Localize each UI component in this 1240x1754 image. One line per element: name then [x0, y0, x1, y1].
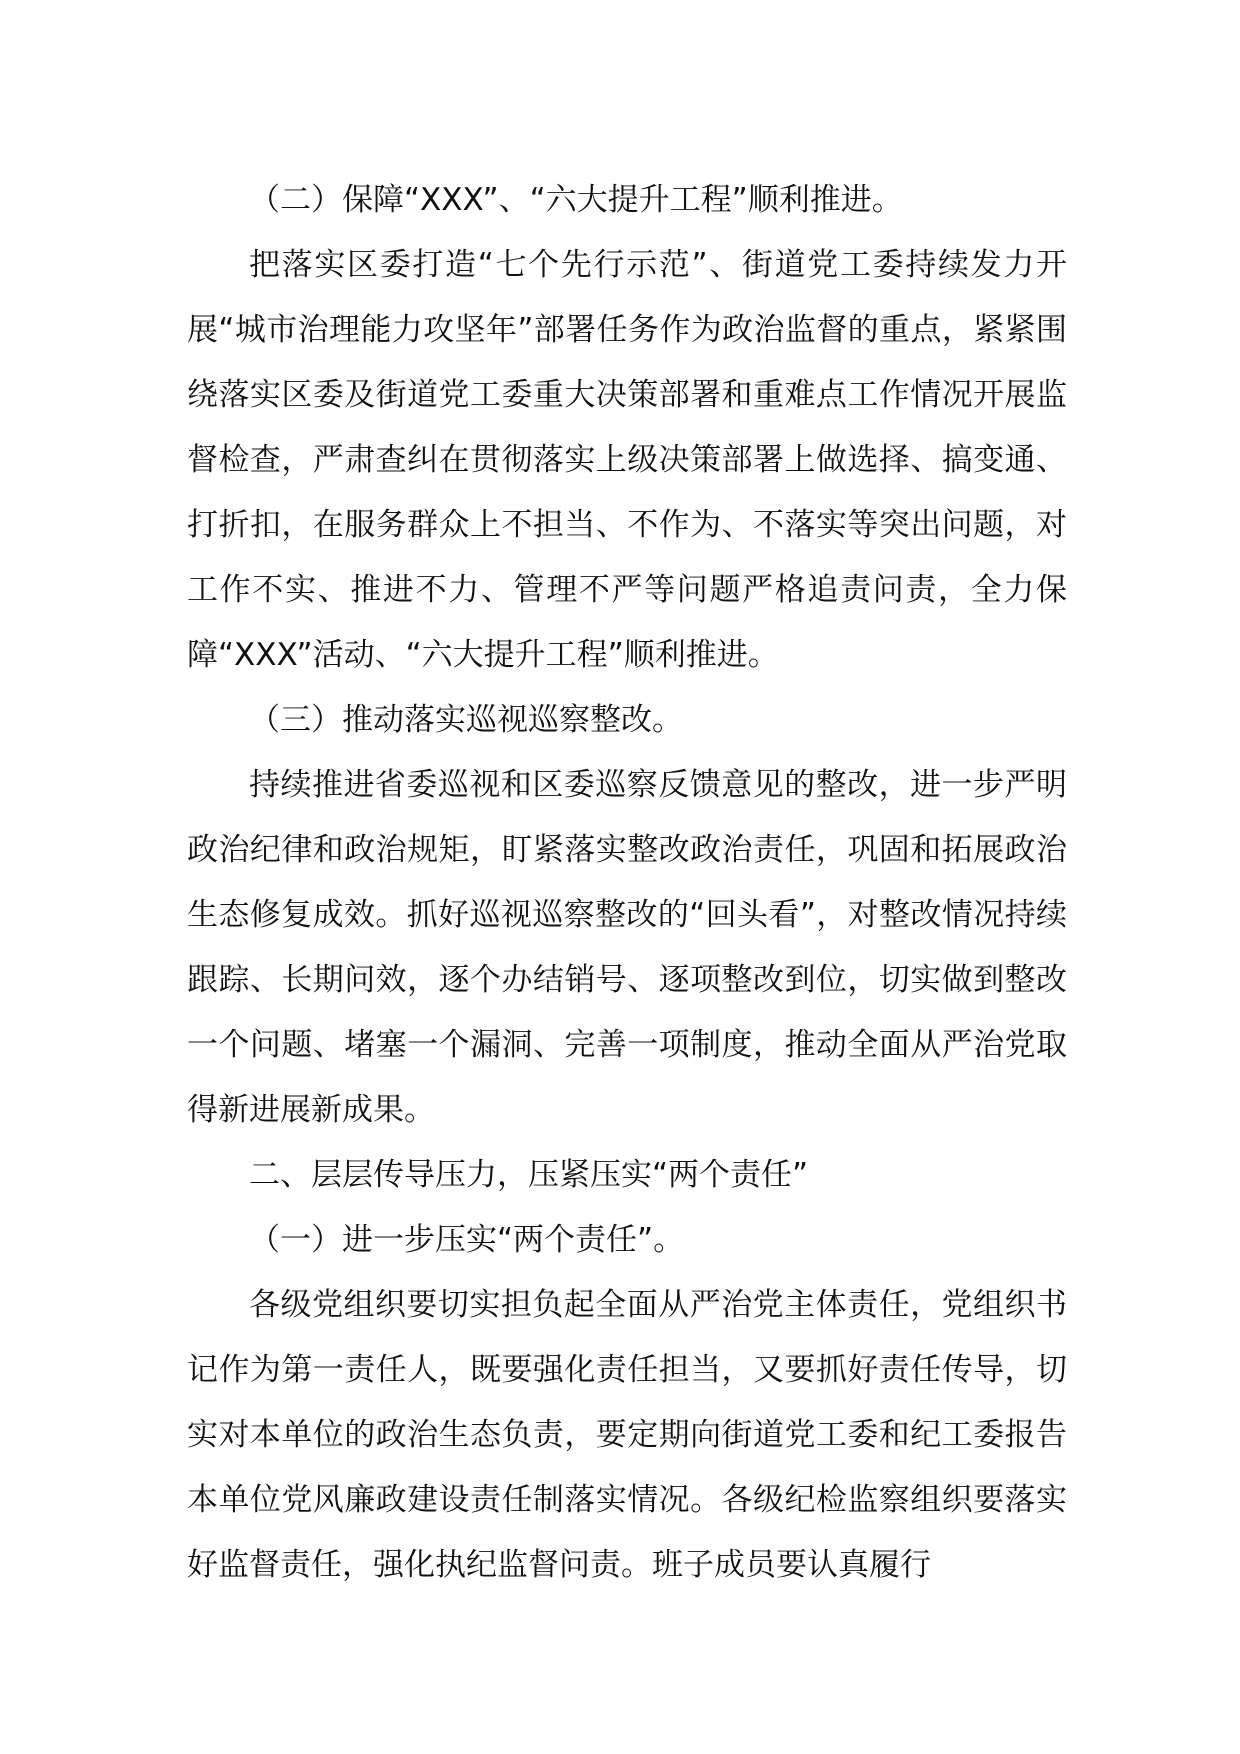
body-paragraph: 把落实区委打造“七个先行示范”、街道党工委持续发力开展“城市治理能力攻坚年”部署任务作为政治监督的重点，紧紧围绕落实区委及街道党工委重大决策部署和重难点工作情况开展监督检查，严肃查纠在贯彻落实上级决策部署上做选择、搞变通、打折扣，在服务群众上不担当、不作为、不落实等突出问题，对工作不实、推进不力、管理不严等问题严格追责问责，全力保障“XXX”活动、“六大提升工程”顺利推进。: [187, 247, 1067, 673]
body-paragraph: 各级党组织要切实担负起全面从严治党主体责任，党组织书记作为第一责任人，既要强化责任担当，又要抓好责任传导，切实对本单位的政治生态负责，要定期向街道党工委和纪工委报告本单位党风廉政建设责任制落实情况。各级纪检监察组织要落实好监督责任，强化执纪监督问责。班子成员要认真履行: [187, 1287, 1067, 1583]
document-body: [187, 168, 1067, 1598]
section-heading-2-2: （二）保障“XXX”、“六大提升工程”顺利推进。: [249, 182, 903, 218]
section-heading-2-3: （三）推动落实巡视巡察整改。: [249, 702, 683, 738]
body-paragraph: 持续推进省委巡视和区委巡察反馈意见的整改，进一步严明政治纪律和政治规矩，盯紧落实整改政治责任，巩固和拓展政治生态修复成效。抓好巡视巡察整改的“回头看”，对整改情况持续跟踪、长期问效，逐个办结销号、逐项整改到位，切实做到整改一个问题、堵塞一个漏洞、完善一项制度，推动全面从严治党取得新进展新成果。: [187, 767, 1067, 1128]
section-heading-2-1: （一）进一步压实“两个责任”。: [249, 1222, 685, 1258]
section-heading-2: 二、层层传导压力，压紧压实“两个责任”: [249, 1157, 809, 1193]
